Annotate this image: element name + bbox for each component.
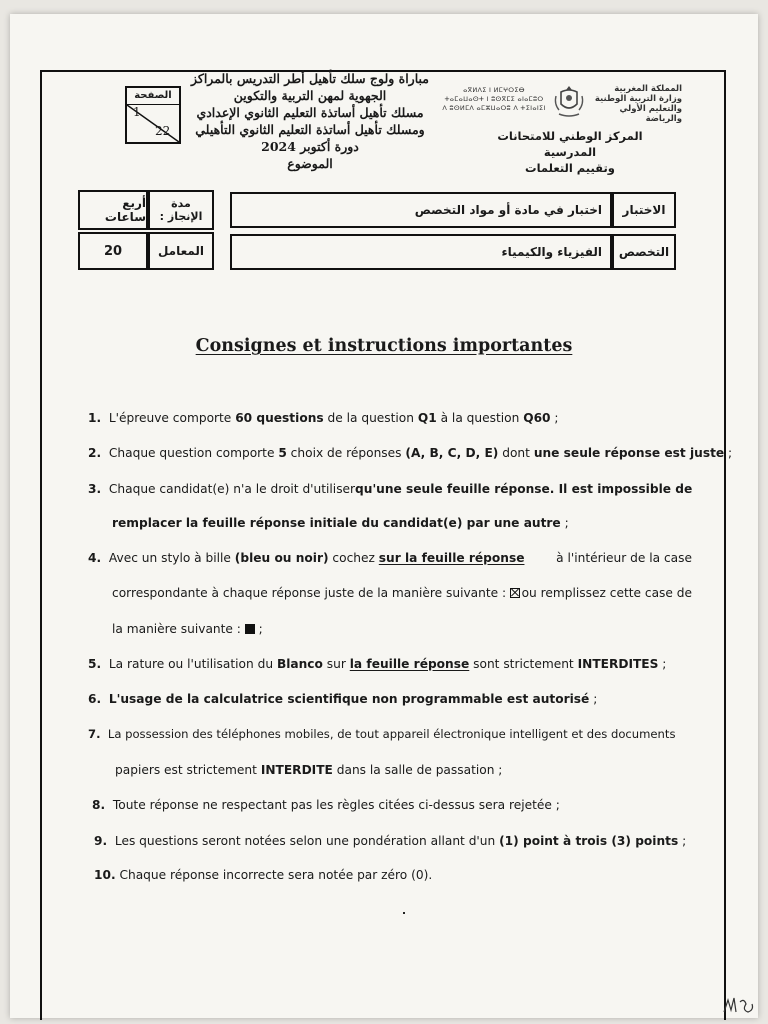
- text: 5: [278, 446, 287, 460]
- exam-label: الاختبار: [622, 203, 666, 217]
- text: INTERDITES: [577, 657, 659, 671]
- text: Toute réponse ne respectant pas les règles citées ci-dessus sera rejetée ;: [112, 798, 560, 812]
- text: sur: [322, 657, 350, 671]
- item-number: 2.: [88, 446, 102, 460]
- coefficient-label-cell: [148, 232, 214, 270]
- specialty-value-cell: [230, 234, 612, 270]
- instruction-4-cont2: [112, 621, 263, 637]
- ministry-line: المملكة المغربية: [614, 84, 682, 94]
- instruction-7-cont: [115, 762, 502, 778]
- text: qu'une seule feuille réponse. Il est impossible de: [355, 482, 693, 496]
- text: ;: [560, 516, 569, 530]
- text: ;: [254, 622, 263, 636]
- instruction-5: [88, 656, 666, 672]
- page-label: الصفحة: [127, 88, 179, 105]
- text: L'usage de la calculatrice scientifique non programmable est autorisé: [108, 692, 590, 706]
- item-number: 8.: [92, 798, 106, 812]
- text: une seule réponse est juste: [533, 446, 725, 460]
- page-current: 1: [133, 105, 141, 119]
- duration-label-cell: [148, 190, 214, 230]
- coefficient-label: المعامل: [157, 244, 205, 258]
- center-line: وتقييم التعلمات: [525, 161, 615, 175]
- text: à la question: [436, 411, 524, 425]
- exam-label-cell: [612, 192, 676, 228]
- text: Blanco: [276, 657, 323, 671]
- crossed-box-icon: [510, 588, 520, 598]
- subject-line: الموضوع: [287, 156, 333, 171]
- instruction-3-cont: [112, 515, 569, 531]
- text: dans la salle de passation ;: [332, 763, 503, 777]
- item-number: 1.: [88, 411, 102, 425]
- exam-value: اختبار في مادة أو مواد التخصص: [414, 203, 602, 217]
- text: la manière suivante :: [112, 622, 245, 636]
- page-number-box: [125, 86, 181, 144]
- text: Chaque réponse incorrecte sera notée par zéro (0).: [119, 868, 433, 882]
- duration-label: مدة الإنجاز :: [159, 197, 203, 223]
- instruction-4-cont: [112, 585, 692, 601]
- item-number: 5.: [88, 657, 102, 671]
- center-line: المركز الوطني للامتحانات المدرسية: [497, 129, 643, 159]
- specialty-label: التخصص: [618, 245, 670, 259]
- title-line: مباراة ولوج سلك تأهيل أطر التدريس بالمراكز: [190, 71, 429, 86]
- instruction-1: [88, 410, 559, 426]
- text: Les questions seront notées selon une pondération allant d'un: [114, 834, 500, 848]
- text: L'épreuve comporte: [108, 411, 236, 425]
- instruction-9: [94, 833, 686, 849]
- duration-value-cell: [78, 190, 148, 230]
- text: à l'intérieur de la case: [556, 551, 692, 565]
- text: Chaque question comporte: [108, 446, 279, 460]
- ministry-line: والتعليم الأولي والرياضة: [619, 104, 682, 124]
- exam-value-cell: [230, 192, 612, 228]
- instruction-10: [94, 867, 432, 883]
- title-line: ومسلك تأهيل أساتذة التعليم الثانوي التأهيلي: [195, 122, 425, 137]
- text: papiers est strictement: [115, 763, 261, 777]
- text: sur la feuille réponse: [378, 551, 525, 565]
- instructions-title-text: Consignes et instructions importantes: [195, 336, 573, 356]
- tifinagh-line: ⴷ ⵓⵙⵍⵎⴷ ⴰⵎⵣⵡⴰⵔⵓ ⴷ ⵜⵉⵏⴰⵏⵉⵏ: [442, 104, 546, 112]
- text: Q1: [417, 411, 437, 425]
- item-number: 10.: [94, 868, 116, 882]
- text: Avec un stylo à bille: [108, 551, 235, 565]
- exam-title-block: [190, 70, 430, 172]
- duration-value: أربع ساعات: [104, 196, 146, 224]
- instruction-4: [88, 550, 692, 566]
- handwritten-initials: [722, 992, 762, 1016]
- text: ;: [724, 446, 733, 460]
- national-center-name: [470, 128, 670, 176]
- title-line: الجهوية لمهن التربية والتكوين: [233, 88, 387, 103]
- tifinagh-line: ⴰⴳⵍⴷⵉ ⵏ ⵍⵎⵖⵔⵉⴱ: [463, 86, 525, 94]
- ministry-line: وزارة التربية الوطنية: [594, 94, 682, 104]
- text: ou remplissez cette case de: [521, 586, 692, 600]
- coefficient-value-cell: [78, 232, 148, 270]
- coefficient-value: 20: [103, 243, 123, 259]
- tifinagh-line: ⵜⴰⵎⴰⵡⴰⵙⵜ ⵏ ⵓⵙⴳⵎⵉ ⴰⵏⴰⵎⵓⵔ: [444, 95, 544, 103]
- instruction-6: [88, 691, 597, 707]
- text: de la question: [323, 411, 418, 425]
- text: (bleu ou noir): [234, 551, 329, 565]
- text: Q60: [523, 411, 551, 425]
- instruction-7: [88, 726, 676, 742]
- text: (1) point à trois (3) points: [499, 834, 679, 848]
- text: la feuille réponse: [349, 657, 470, 671]
- text: Chaque candidat(e) n'a le droit d'utiliser: [108, 482, 356, 496]
- text: ;: [678, 834, 687, 848]
- text: 60 questions: [235, 411, 324, 425]
- title-line: مسلك تأهيل أساتذة التعليم الثانوي الإعدادي: [196, 105, 424, 120]
- text: ;: [589, 692, 598, 706]
- item-number: 4.: [88, 551, 102, 565]
- text: ;: [550, 411, 559, 425]
- instruction-8: [92, 797, 560, 813]
- text: La rature ou l'utilisation du: [108, 657, 277, 671]
- text: cochez: [328, 551, 379, 565]
- page-total: 22: [155, 124, 171, 138]
- text: choix de réponses: [286, 446, 406, 460]
- text: ;: [658, 657, 667, 671]
- session-line: دورة أكتوبر 2024: [261, 139, 359, 154]
- item-number: 6.: [88, 692, 102, 706]
- text: remplacer la feuille réponse initiale du candidat(e) par une autre: [112, 516, 561, 530]
- text: correspondante à chaque réponse juste de la manière suivante :: [112, 586, 510, 600]
- item-number: 7.: [88, 727, 101, 741]
- filled-box-icon: [245, 624, 255, 634]
- stray-dot: [403, 912, 405, 914]
- instruction-2: [88, 445, 732, 461]
- instructions-title: [0, 336, 768, 356]
- text: La possession des téléphones mobiles, de tout appareil électronique intelligent et des documents: [107, 727, 676, 741]
- specialty-label-cell: [612, 234, 676, 270]
- item-number: 3.: [88, 482, 102, 496]
- item-number: 9.: [94, 834, 108, 848]
- coat-of-arms-logo: [553, 84, 585, 120]
- ministry-arabic: [590, 84, 682, 124]
- text: (A, B, C, D, E): [405, 446, 499, 460]
- text: dont: [498, 446, 534, 460]
- ministry-tifinagh: [440, 86, 548, 113]
- instruction-3: [88, 481, 692, 497]
- text: sont strictement: [469, 657, 578, 671]
- text: INTERDITE: [260, 763, 333, 777]
- specialty-value: الفيزياء والكيمياء: [501, 245, 602, 259]
